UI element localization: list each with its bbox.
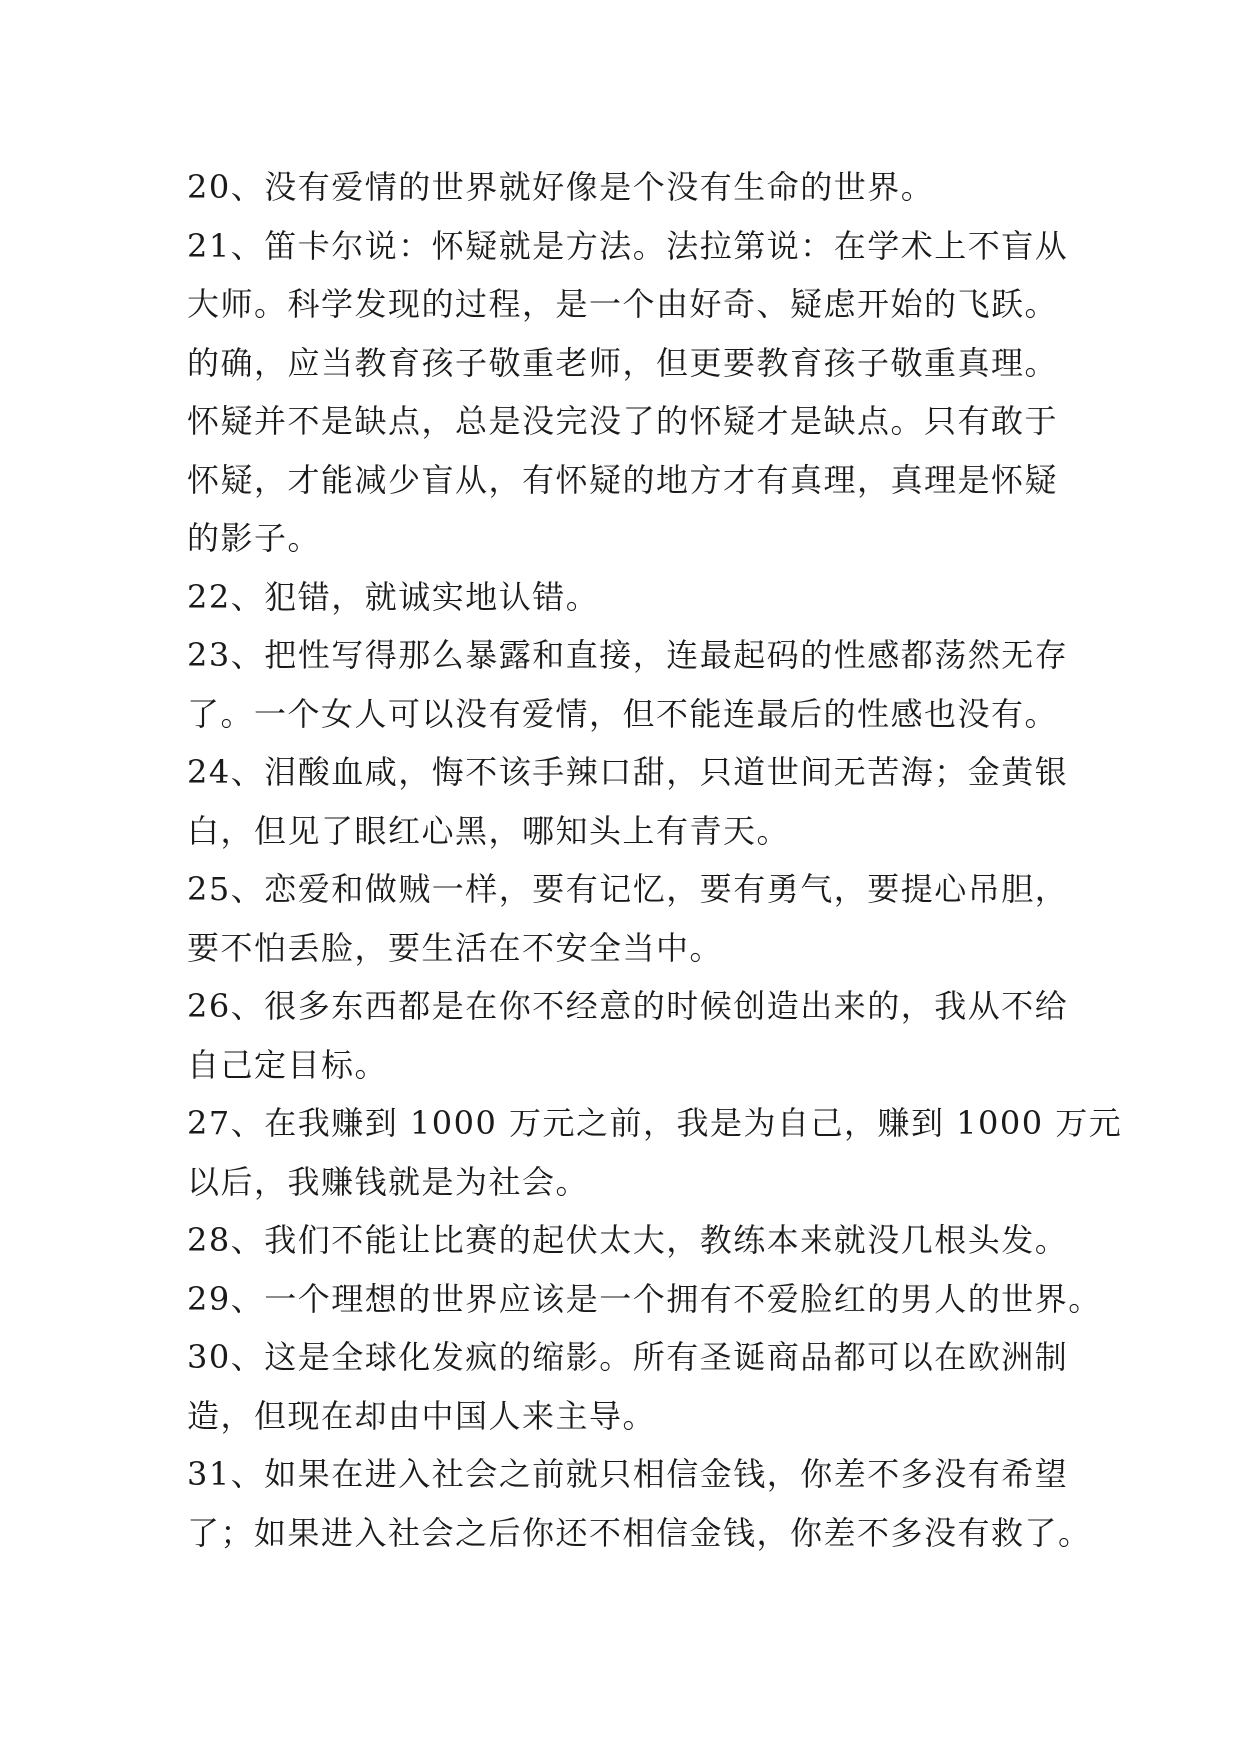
text-line: 30、这是全球化发疯的缩影。所有圣诞商品都可以在欧洲制	[187, 1338, 1069, 1376]
paragraph-22	[187, 568, 1067, 627]
text-line: 24、泪酸血咸，悔不该手辣口甜，只道世间无苦海；金黄银	[187, 753, 1069, 791]
text-line: 大师。科学发现的过程，是一个由好奇、疑虑开始的飞跃。	[187, 285, 1059, 323]
text-line: 25、恋爱和做贼一样，要有记忆，要有勇气，要提心吊胆，	[187, 870, 1069, 908]
paragraph-28	[187, 1211, 1067, 1270]
document-body	[187, 158, 1123, 1562]
text-line: 白，但见了眼红心黑，哪知头上有青天。	[187, 811, 791, 850]
text-line: 26、很多东西都是在你不经意的时候创造出来的，我从不给	[187, 987, 1069, 1025]
paragraph-31	[187, 1445, 1092, 1562]
paragraph-29	[187, 1270, 1102, 1329]
text-line: 造，但现在却由中国人来主导。	[187, 1396, 657, 1435]
paragraph-21	[187, 217, 1067, 568]
text-line: 29、一个理想的世界应该是一个拥有不爱脸红的男人的世界。	[187, 1279, 1102, 1318]
text-line: 的影子。	[187, 519, 322, 557]
text-line: 22、犯错，就诚实地认错。	[187, 577, 600, 616]
paragraph-25	[187, 860, 1067, 977]
text-line: 27、在我赚到 1000 万元之前，我是为自己，赚到 1000 万元	[187, 1104, 1123, 1142]
text-line: 31、如果在进入社会之前就只相信金钱，你差不多没有希望	[187, 1455, 1069, 1493]
paragraph-26	[187, 977, 1067, 1094]
text-line: 要不怕丢脸，要生活在不安全当中。	[187, 928, 724, 967]
text-line: 怀疑，才能减少盲从，有怀疑的地方才有真理，真理是怀疑	[187, 460, 1059, 499]
text-line: 以后，我赚钱就是为社会。	[187, 1162, 590, 1201]
text-line: 23、把性写得那么暴露和直接，连最起码的性感都荡然无存	[187, 636, 1069, 674]
text-line: 21、笛卡尔说：怀疑就是方法。法拉第说：在学术上不盲从	[187, 226, 1069, 265]
text-line: 了。一个女人可以没有爱情，但不能连最后的性感也没有。	[187, 694, 1059, 733]
paragraph-24	[187, 743, 1067, 860]
text-line: 自己定目标。	[187, 1045, 389, 1084]
text-line: 20、没有爱情的世界就好像是个没有生命的世界。	[187, 168, 935, 206]
text-line: 怀疑并不是缺点，总是没完没了的怀疑才是缺点。只有敢于	[187, 402, 1059, 440]
text-line: 28、我们不能让比赛的起伏太大，教练本来就没几根头发。	[187, 1221, 1069, 1259]
text-line: 了；如果进入社会之后你还不相信金钱，你差不多没有救了。	[187, 1513, 1092, 1552]
paragraph-27	[187, 1094, 1123, 1211]
paragraph-20	[187, 158, 1067, 217]
paragraph-23	[187, 626, 1067, 743]
text-line: 的确，应当教育孩子敬重老师，但更要教育孩子敬重真理。	[187, 343, 1059, 382]
paragraph-30	[187, 1328, 1067, 1445]
